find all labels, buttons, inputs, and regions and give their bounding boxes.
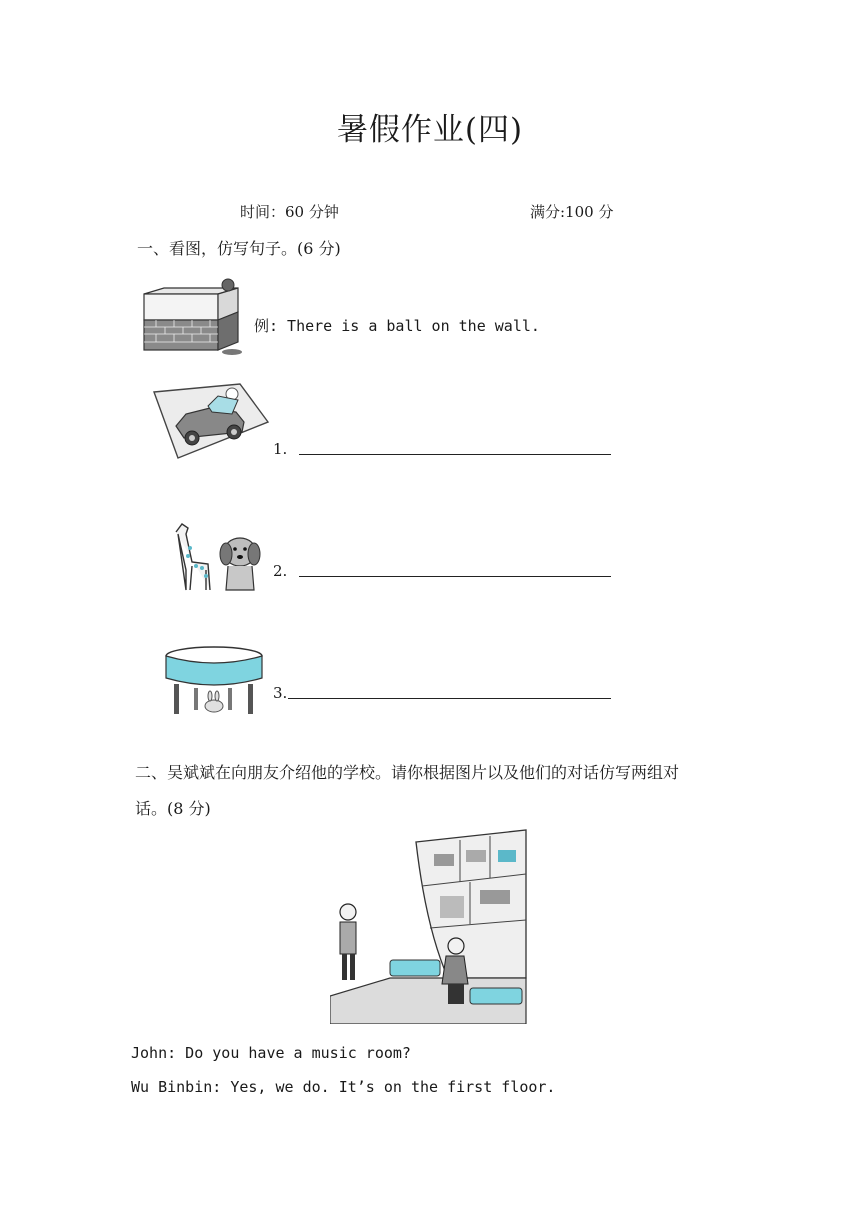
section1-heading: 一、看图，仿写句子。(6 分)	[137, 239, 341, 258]
section2-heading-line1: 二、吴斌斌在向朋友介绍他的学校。请你根据图片以及他们的对话仿写两组对	[135, 763, 680, 782]
wall-ball-picture	[138, 276, 250, 358]
toy-car-picture	[150, 382, 272, 462]
giraffe-and-dog-picture	[168, 518, 268, 594]
dialogue-line-wubinbin: Wu Binbin: Yes, we do. It’s on the first floor.	[131, 1078, 556, 1096]
answer-line-1[interactable]	[299, 454, 611, 455]
item-3-number: 3.	[273, 684, 288, 702]
answer-line-3[interactable]	[288, 698, 611, 699]
dialogue-line-john: John: Do you have a music room?	[131, 1044, 411, 1062]
school-cutaway-picture	[330, 828, 530, 1024]
section2-heading-line2: 话。(8 分)	[135, 799, 211, 818]
item-2-number: 2.	[273, 562, 288, 580]
time-limit: 时间：60 分钟	[240, 203, 339, 221]
answer-line-2[interactable]	[299, 576, 611, 577]
table-and-rabbit-picture	[160, 644, 272, 718]
item-1-number: 1.	[273, 440, 288, 458]
full-score: 满分:100 分	[530, 203, 614, 221]
example-sentence: 例: There is a ball on the wall.	[254, 317, 540, 335]
page-title: 暑假作业(四)	[336, 112, 524, 148]
